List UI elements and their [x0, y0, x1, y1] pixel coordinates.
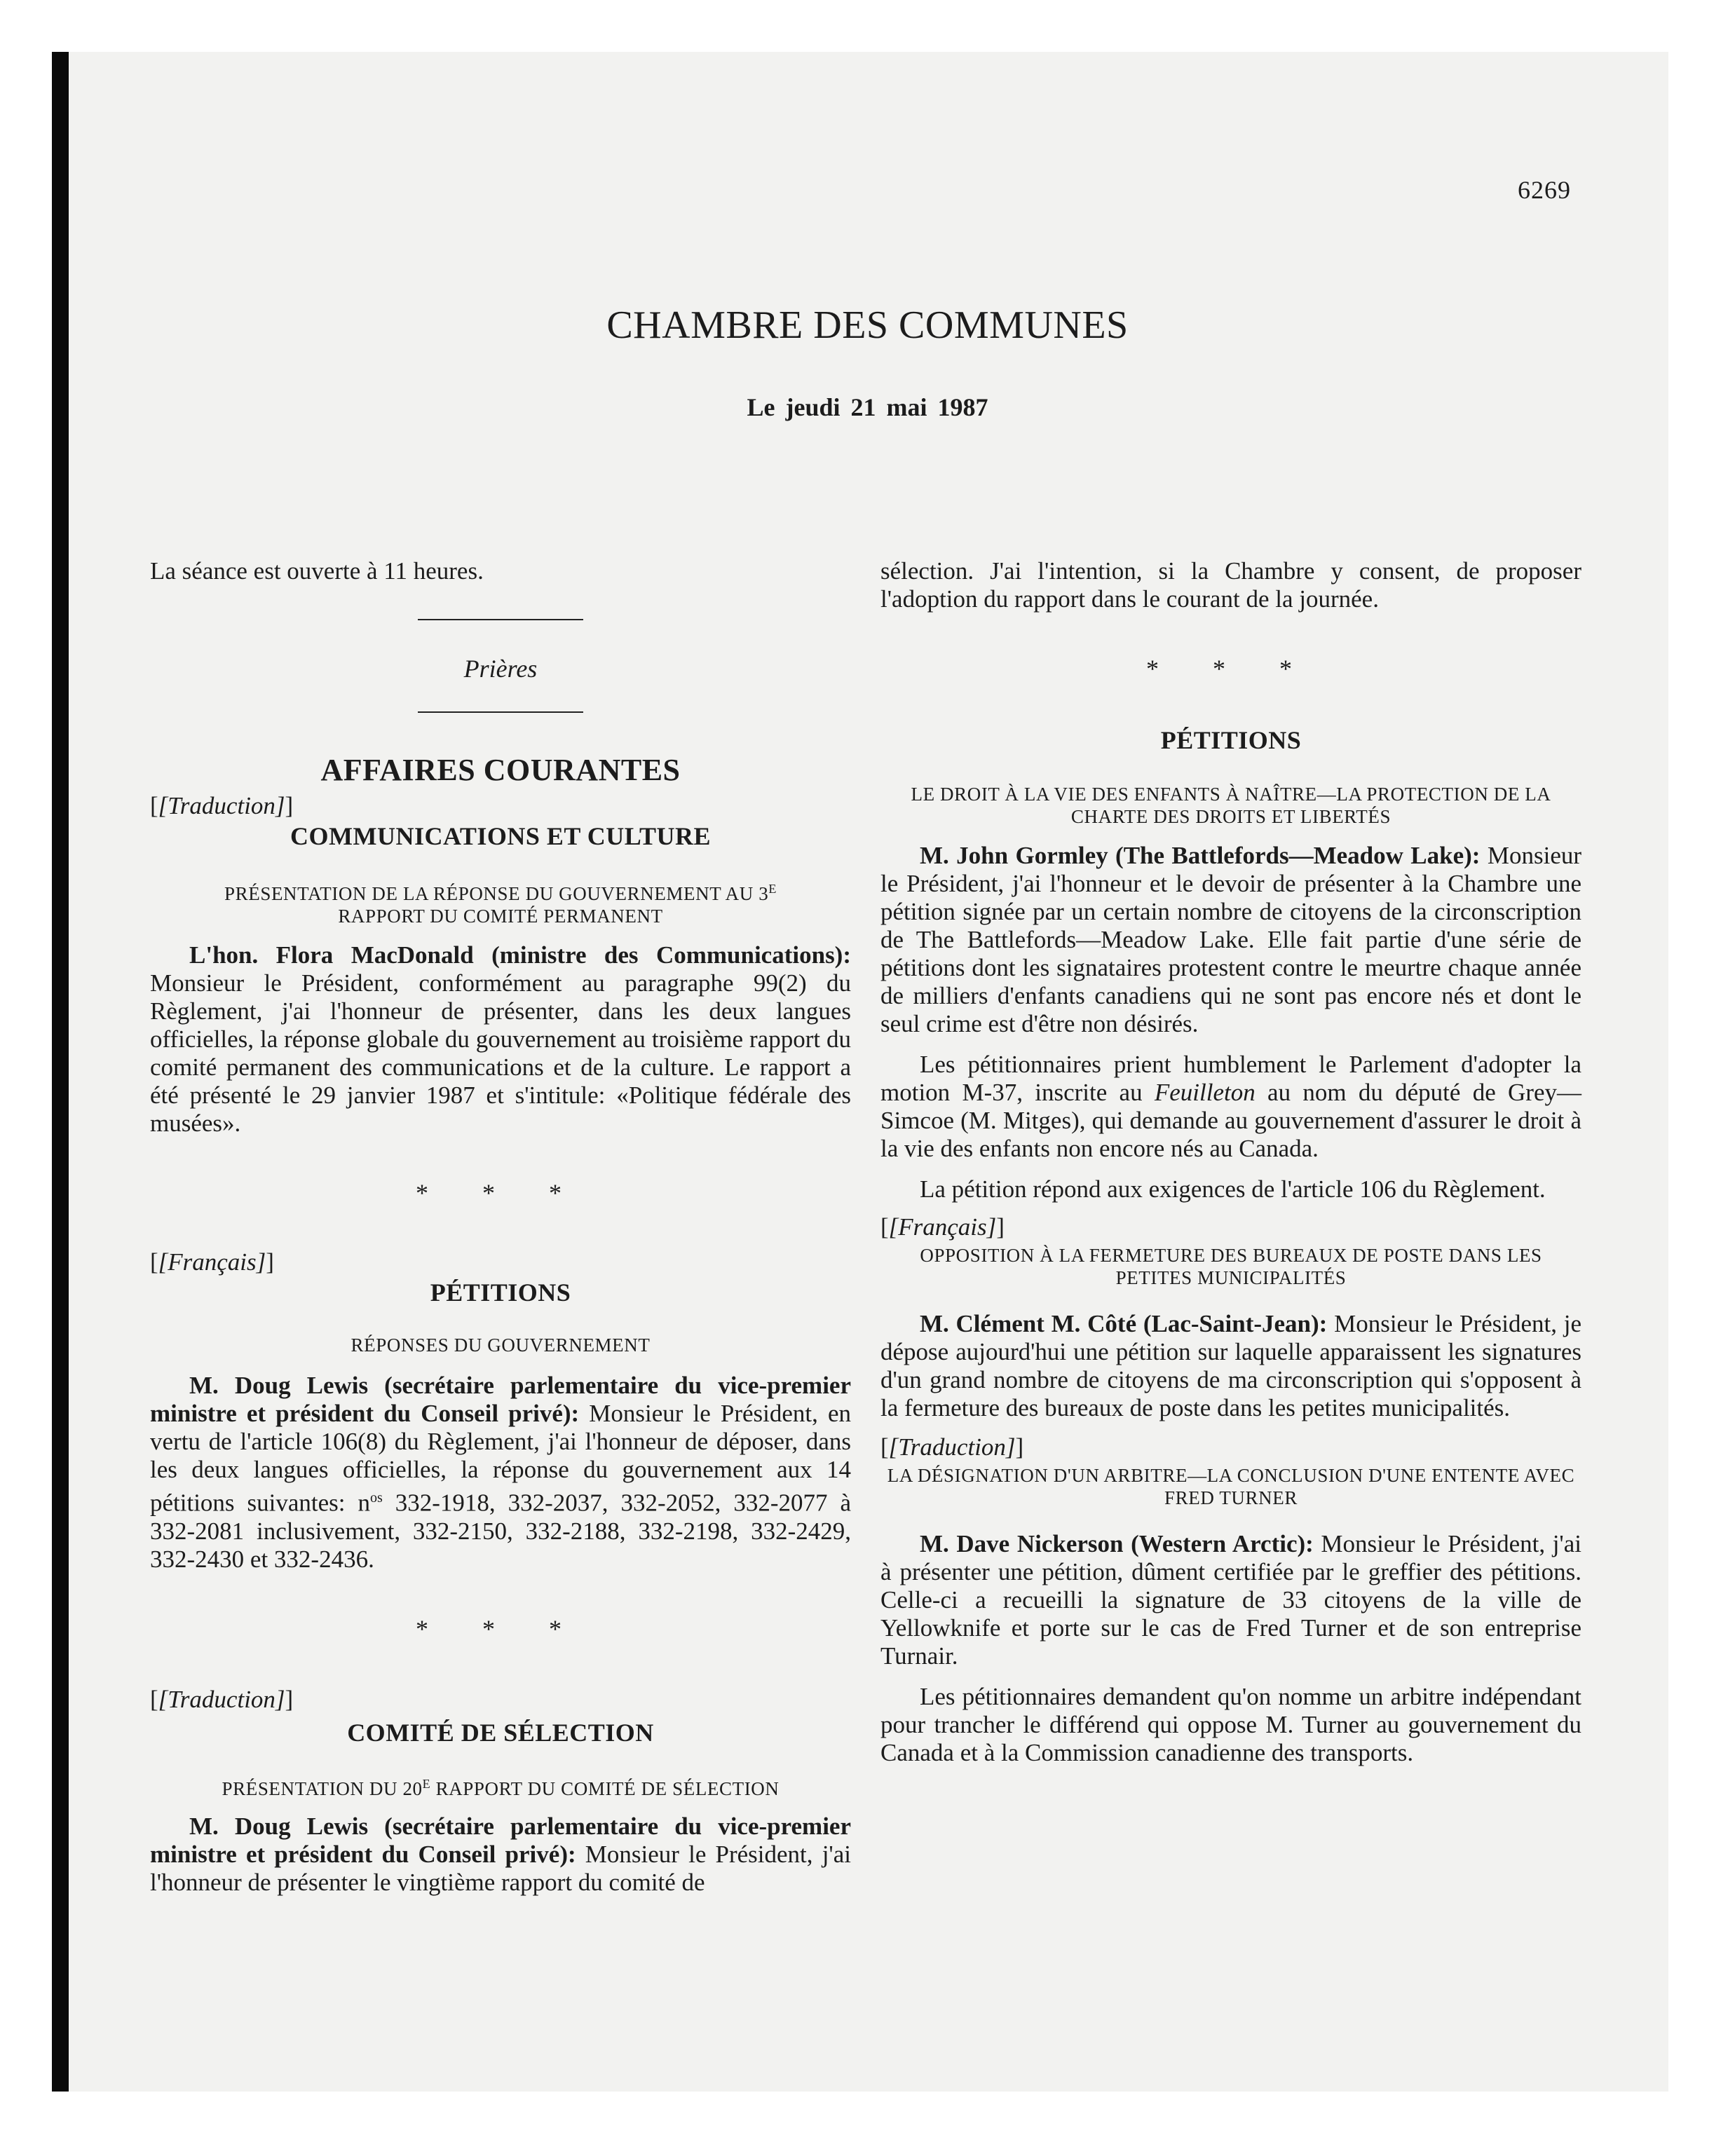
speaker-name: M. Clément M. Côté (Lac-Saint-Jean): — [920, 1310, 1328, 1337]
opening-line: La séance est ouverte à 11 heures. — [150, 557, 484, 585]
speech-text: Monsieur le Président, en vertu de l'article 106(8) du Règlement, j'ai l'honneur de déposer, dans les deux langues officielles, la réponse du gouvernement aux 14 pétitions suivantes: n — [150, 1400, 851, 1517]
body-text-cont: au nom du député de Grey—Simcoe (M. Mitges), qui demande au gouvernement d'assurer le droit à la vie des enfants non encore nés au Canada. — [880, 1079, 1581, 1162]
topic-heading: LE DROIT À LA VIE DES ENFANTS À NAÎTRE—LA PROTECTION DE LA CHARTE DES DROITS ET LIBERTÉS — [911, 784, 1551, 827]
speech-paragraph — [150, 1372, 851, 1574]
body-text: Les pétitionnaires prient humblement le Parlement d'adopter la motion M-37, inscrite au — [880, 1051, 1581, 1106]
speech-paragraph — [880, 842, 1581, 1038]
topic-heading-text: PRÉSENTATION DE LA RÉPONSE DU GOUVERNEMENT AU 3 — [224, 883, 769, 904]
superscript: E — [422, 1776, 431, 1791]
speaker-name: L'hon. Flora MacDonald (ministre des Communications): — [189, 941, 851, 969]
sitting-date: Le jeudi 21 mai 1987 — [747, 393, 988, 421]
speaker-name: M. John Gormley (The Battlefords—Meadow Lake): — [920, 842, 1481, 869]
separator-rule — [418, 619, 583, 620]
language-note-text: [Traduction] — [158, 1685, 285, 1713]
body-paragraph — [880, 1051, 1581, 1163]
superscript: E — [768, 882, 777, 896]
speech-paragraph — [880, 1530, 1581, 1670]
speech-text: Monsieur le Président, j'ai l'honneur et le devoir de présenter à la Chambre une pétition signée par un certain nombre de citoyens de la circonscription de The Battlefords—Meadow Lake. Elle fait partie d'une série de pétitions dont les signataires protestent contre le meurtre chaque année de milliers d'enfants canadiens qui ne sont pas encore nés et dont le seul crime est d'être non désirés. — [880, 842, 1582, 1037]
speech-text: Monsieur le Président, je dépose aujourd'hui une pétition sur laquelle apparaissent les signatures d'un grand nombre de citoyens de ma circonscription qui s'opposent à la fermeture des bureaux de poste dans les petites municipalités. — [880, 1310, 1581, 1421]
topic-heading — [150, 1773, 851, 1800]
speech-paragraph — [150, 941, 851, 1138]
prayers-label: Prières — [463, 655, 538, 683]
subject-heading-petitions: PÉTITIONS — [1160, 726, 1302, 754]
italic-text: Feuilleton — [1154, 1079, 1256, 1106]
superscript: os — [369, 1490, 383, 1506]
section-stars: * * * — [416, 1179, 585, 1207]
topic-heading — [150, 878, 851, 927]
speech-text: Monsieur le Président, j'ai à présenter une pétition, dûment certifiée par le greffier des pétitions. Celle-ci a recueilli la signature de 33 citoyens de la ville de Yellowknife et porte sur le cas de Fred Turner et de son entreprise Turnair. — [880, 1530, 1582, 1670]
section-stars: * * * — [416, 1614, 585, 1643]
language-note-text: [Traduction] — [888, 1433, 1016, 1461]
subject-heading-petitions: PÉTITIONS — [430, 1278, 571, 1306]
continuation-paragraph: sélection. J'ai l'intention, si la Chambre y consent, de proposer l'adoption du rapport dans le courant de la journée. — [880, 557, 1581, 613]
speech-text-cont: 332-1918, 332-2037, 332-2052, 332-2077 à 332-2081 inclusivement, 332-2150, 332-2188, 332-2198, 332-2429, 332-2430 et 332-2436. — [150, 1489, 851, 1573]
speaker-name: M. Dave Nickerson (Western Arctic): — [920, 1530, 1314, 1557]
right-column — [880, 557, 1581, 1767]
speech-text: Monsieur le Président, j'ai l'honneur de présenter le vingtième rapport du comité de — [150, 1840, 851, 1896]
section-stars: * * * — [1146, 655, 1316, 683]
speaker-name: M. Doug Lewis (secrétaire parlementaire du vice-premier ministre et président du Conseil privé): — [150, 1372, 851, 1427]
language-note: [[Traduction]] — [880, 1433, 1024, 1461]
speech-text: Monsieur le Président, conformément au paragraphe 99(2) du Règlement, j'ai l'honneur de présenter, dans les deux langues officielles, la réponse globale du gouvernement au troisième rapport du comité permanent des communications et de la culture. Le rapport a été présenté le 29 janvier 1987 et s'intitule: «Politique fédérale des musées». — [150, 969, 851, 1137]
left-column — [150, 557, 851, 1897]
topic-heading-text-2: RAPPORT DU COMITÉ DE SÉLECTION — [430, 1778, 780, 1799]
subject-heading-comite-selection: COMITÉ DE SÉLECTION — [347, 1718, 654, 1747]
page-number: 6269 — [1518, 176, 1571, 204]
subject-heading-communications: COMMUNICATIONS ET CULTURE — [290, 822, 711, 850]
language-note: [[Français]] — [150, 1248, 274, 1276]
topic-heading-text: PRÉSENTATION DU 20 — [222, 1778, 423, 1799]
speech-paragraph — [880, 1310, 1581, 1422]
body-paragraph: La pétition répond aux exigences de l'article 106 du Règlement. — [920, 1175, 1546, 1203]
speaker-name: M. Doug Lewis (secrétaire parlementaire du vice-premier ministre et président du Conseil privé): — [150, 1812, 851, 1868]
topic-heading: LA DÉSIGNATION D'UN ARBITRE—LA CONCLUSION D'UNE ENTENTE AVEC FRED TURNER — [887, 1465, 1575, 1508]
language-note-text: [Français] — [888, 1213, 997, 1241]
body-paragraph: Les pétitionnaires demandent qu'on nomme un arbitre indépendant pour trancher le différend qui oppose M. Turner au gouvernement du Canada et à la Commission canadienne des transports. — [880, 1683, 1581, 1766]
section-heading-affaires-courantes: AFFAIRES COURANTES — [320, 753, 681, 787]
topic-heading: OPPOSITION À LA FERMETURE DES BUREAUX DE POSTE DANS LES PETITES MUNICIPALITÉS — [920, 1245, 1542, 1288]
language-note: [[Traduction]] — [150, 792, 294, 819]
language-note: [[Traduction]] — [150, 1685, 294, 1713]
topic-heading: RÉPONSES DU GOUVERNEMENT — [351, 1335, 651, 1356]
speech-paragraph — [150, 1813, 851, 1897]
language-note-text: [Traduction] — [158, 792, 285, 819]
page-title: CHAMBRE DES COMMUNES — [606, 303, 1129, 347]
topic-heading-text-2: RAPPORT DU COMITÉ PERMANENT — [338, 906, 663, 927]
scan-edge-bar — [52, 52, 69, 2092]
language-note-text: [Français] — [158, 1248, 266, 1276]
language-note: [[Français]] — [880, 1213, 1005, 1241]
separator-rule — [418, 711, 583, 713]
